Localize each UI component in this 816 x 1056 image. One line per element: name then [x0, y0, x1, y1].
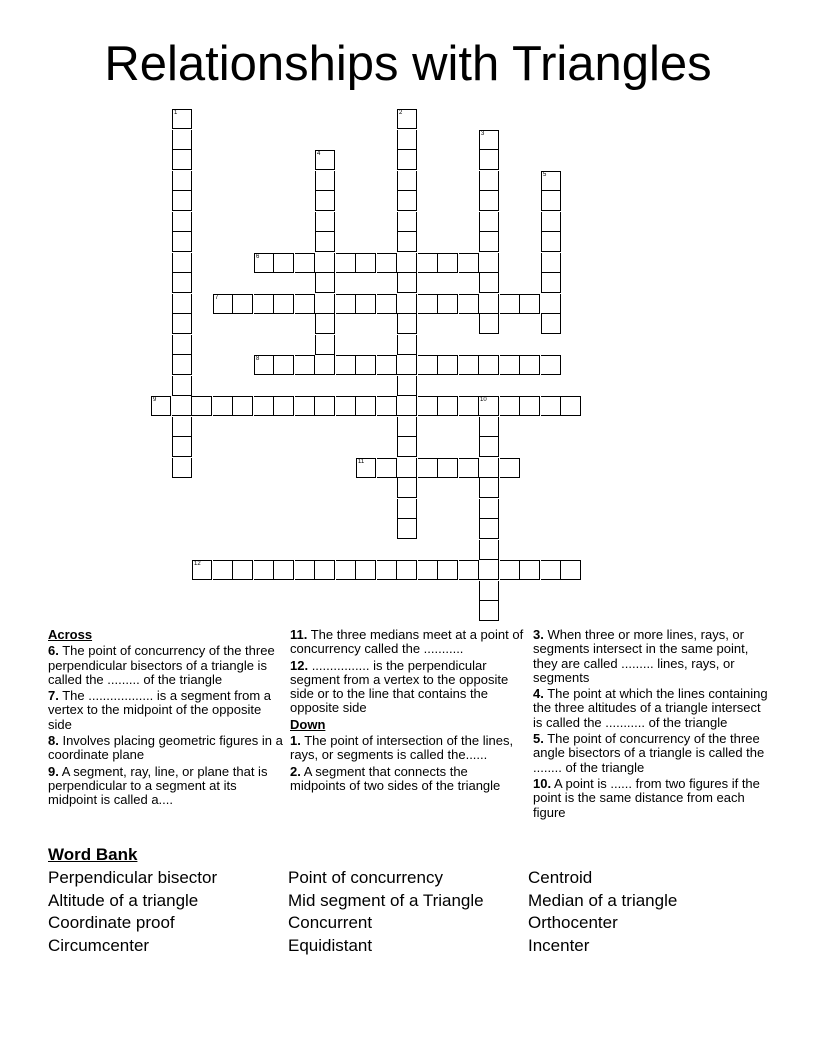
crossword-cell[interactable]: [459, 253, 479, 273]
crossword-cell[interactable]: [520, 396, 540, 416]
crossword-cell[interactable]: [418, 253, 438, 273]
clue-number: 12: [194, 561, 201, 567]
clue-across-11: 11. The three medians meet at a point of concurrency called the ...........: [290, 627, 524, 657]
crossword-cell[interactable]: [397, 130, 417, 150]
crossword-cell[interactable]: [397, 294, 417, 314]
crossword-cell[interactable]: [315, 294, 335, 314]
crossword-cell[interactable]: [438, 253, 458, 273]
crossword-cell[interactable]: [295, 560, 315, 580]
clue-number: 3: [481, 131, 485, 137]
word-bank-item: Coordinate proof: [48, 913, 175, 933]
word-bank-item: Orthocenter: [528, 913, 618, 933]
crossword-cell[interactable]: [377, 560, 397, 580]
crossword-cell[interactable]: [213, 560, 233, 580]
crossword-cell[interactable]: [315, 171, 335, 191]
crossword-cell[interactable]: [541, 232, 561, 252]
crossword-cell[interactable]: [541, 355, 561, 375]
crossword-cell[interactable]: [315, 253, 335, 273]
word-bank-column-2: [288, 867, 484, 958]
clue-down-5: 5. The point of concurrency of the three angle bisectors of a triangle is called the ........ of the triangle: [533, 731, 765, 775]
crossword-cell[interactable]: [151, 396, 171, 416]
crossword-cell[interactable]: [315, 355, 335, 375]
clue-across-8: 8. Involves placing geometric figures in a coordinate plane: [48, 733, 283, 763]
clue-down-2: 2. A segment that connects the midpoints of two sides of the triangle: [290, 763, 501, 793]
crossword-cell[interactable]: [315, 273, 335, 293]
crossword-cell[interactable]: [397, 191, 417, 211]
crossword-cell[interactable]: [479, 191, 499, 211]
crossword-cell[interactable]: [254, 560, 274, 580]
crossword-cell[interactable]: [172, 150, 192, 170]
crossword-cell[interactable]: [479, 212, 499, 232]
crossword-cell[interactable]: [172, 458, 192, 478]
crossword-cell[interactable]: [356, 396, 376, 416]
crossword-cell[interactable]: [377, 458, 397, 478]
page-title: Relationships with Triangles: [104, 37, 712, 91]
word-bank-item: Equidistant: [288, 936, 373, 956]
crossword-cell[interactable]: [459, 294, 479, 314]
crossword-cell[interactable]: [233, 560, 253, 580]
crossword-cell[interactable]: [479, 519, 499, 539]
crossword-cell[interactable]: [479, 437, 499, 457]
crossword-cell[interactable]: [397, 273, 417, 293]
crossword-cell[interactable]: [397, 253, 417, 273]
clue-number: 7: [215, 295, 219, 301]
crossword-cell[interactable]: [459, 458, 479, 478]
word-bank-item: Centroid: [528, 868, 593, 887]
crossword-cell[interactable]: [397, 232, 417, 252]
crossword-cell[interactable]: [397, 335, 417, 355]
word-bank-title: Word Bank: [48, 845, 138, 864]
crossword-cell[interactable]: [418, 560, 438, 580]
crossword-cell[interactable]: [172, 212, 192, 232]
crossword-cell[interactable]: [479, 232, 499, 252]
crossword-cell[interactable]: [336, 355, 356, 375]
crossword-cell[interactable]: [479, 560, 499, 580]
crossword-cell[interactable]: [397, 499, 417, 519]
clue-number: 4: [317, 151, 321, 157]
crossword-cell[interactable]: [520, 560, 540, 580]
crossword-cell[interactable]: [315, 191, 335, 211]
crossword-cell[interactable]: [541, 212, 561, 232]
crossword-cell[interactable]: [315, 560, 335, 580]
crossword-cell[interactable]: [397, 478, 417, 498]
crossword-cell[interactable]: [479, 273, 499, 293]
crossword-cell[interactable]: [377, 396, 397, 416]
crossword-cell[interactable]: [479, 171, 499, 191]
word-bank-item: Perpendicular bisector: [48, 868, 218, 887]
clues-column-1: [48, 628, 284, 810]
clue-down-10: 10. A point is ...... from two figures if the point is the same distance from each figure: [533, 775, 760, 820]
clue-number: 9: [153, 397, 157, 403]
crossword-cell[interactable]: [274, 294, 294, 314]
crossword-cell[interactable]: [479, 458, 499, 478]
crossword-cell[interactable]: [397, 519, 417, 539]
clues-column-2: [290, 628, 526, 795]
crossword-cell[interactable]: [479, 150, 499, 170]
crossword-cell[interactable]: [541, 191, 561, 211]
crossword-cell[interactable]: [377, 294, 397, 314]
clue-number: 10: [480, 397, 487, 403]
crossword-cell[interactable]: [397, 376, 417, 396]
crossword-cell[interactable]: [397, 171, 417, 191]
crossword-cell[interactable]: [254, 294, 274, 314]
clue-number: 1: [174, 110, 178, 116]
crossword-cell[interactable]: [315, 212, 335, 232]
clue-number: 8: [256, 356, 260, 362]
across-heading: Across: [48, 627, 93, 642]
clue-number: 5: [543, 172, 547, 178]
crossword-cell[interactable]: [274, 560, 294, 580]
crossword-cell[interactable]: [356, 560, 376, 580]
crossword-cell[interactable]: [254, 355, 274, 375]
word-bank-item: Mid segment of a Triangle: [288, 890, 484, 910]
clue-down-1: 1. The point of intersection of the lines, rays, or segments is called the......: [290, 733, 514, 763]
clue-across-12: 12. ................ is the perpendicular segment from a vertex to the opposite side or to the line that contains the opposite side: [290, 657, 509, 716]
crossword-cell[interactable]: [438, 458, 458, 478]
crossword-cell[interactable]: [479, 417, 499, 437]
crossword-cell[interactable]: [479, 601, 499, 621]
clue-across-9: 9. A segment, ray, line, or plane that is perpendicular to a segment at its midpoint is called a....: [48, 763, 268, 808]
clue-across-7: 7. The .................. is a segment from a vertex to the midpoint of the opposite side: [48, 688, 272, 732]
crossword-cell[interactable]: [233, 294, 253, 314]
down-heading: Down: [290, 716, 326, 732]
crossword-cell[interactable]: [459, 396, 479, 416]
crossword-cell[interactable]: [438, 560, 458, 580]
crossword-cell[interactable]: [315, 314, 335, 334]
crossword-cell[interactable]: [315, 232, 335, 252]
crossword-cell[interactable]: [336, 396, 356, 416]
crossword-cell[interactable]: [418, 355, 438, 375]
word-bank-column-1: [48, 867, 217, 958]
crossword-cell[interactable]: [397, 314, 417, 334]
word-bank-item: Incenter: [528, 936, 590, 956]
crossword-cell[interactable]: [500, 560, 520, 580]
crossword-cell[interactable]: [356, 294, 376, 314]
crossword-cell[interactable]: [397, 437, 417, 457]
crossword-cell[interactable]: [479, 355, 499, 375]
crossword-cell[interactable]: [295, 294, 315, 314]
crossword-cell[interactable]: [172, 191, 192, 211]
crossword-cell[interactable]: [479, 253, 499, 273]
crossword-cell[interactable]: [520, 355, 540, 375]
crossword-cell[interactable]: [172, 294, 192, 314]
crossword-cell[interactable]: [213, 396, 233, 416]
crossword-cell[interactable]: [315, 396, 335, 416]
crossword-cell[interactable]: [479, 130, 499, 150]
crossword-cell[interactable]: [561, 396, 581, 416]
crossword-cell[interactable]: [356, 253, 376, 273]
crossword-cell[interactable]: [192, 396, 212, 416]
crossword-cell[interactable]: [397, 417, 417, 437]
crossword-cell[interactable]: [397, 212, 417, 232]
clue-down-3: 3. When three or more lines, rays, or segments intersect in the same point, they are called ......... lines, rays, or segments: [533, 627, 749, 685]
crossword-cell[interactable]: [500, 355, 520, 375]
crossword-cell[interactable]: [397, 109, 417, 129]
crossword-cell[interactable]: [459, 560, 479, 580]
crossword-cell[interactable]: [172, 376, 192, 396]
crossword-cell[interactable]: [459, 355, 479, 375]
crossword-cell[interactable]: [356, 355, 376, 375]
clue-number: 11: [358, 459, 365, 465]
word-bank-item: Circumcenter: [48, 936, 150, 956]
clues-column-3: [533, 628, 769, 822]
crossword-cell[interactable]: [377, 253, 397, 273]
crossword-cell[interactable]: [479, 499, 499, 519]
crossword-cell[interactable]: [438, 396, 458, 416]
crossword-cell[interactable]: [438, 294, 458, 314]
crossword-cell[interactable]: [500, 458, 520, 478]
crossword-cell[interactable]: [479, 294, 499, 314]
crossword-cell[interactable]: [254, 253, 274, 273]
crossword-cell[interactable]: [172, 314, 192, 334]
crossword-cell[interactable]: [274, 355, 294, 375]
crossword-cell[interactable]: [295, 396, 315, 416]
crossword-cell[interactable]: [336, 560, 356, 580]
crossword-cell[interactable]: [172, 232, 192, 252]
crossword-cell[interactable]: [479, 581, 499, 601]
crossword-cell[interactable]: [172, 109, 192, 129]
word-bank-item: Concurrent: [288, 913, 373, 933]
crossword-cell[interactable]: [397, 458, 417, 478]
crossword-cell[interactable]: [397, 396, 417, 416]
crossword-cell[interactable]: [172, 355, 192, 375]
crossword-cell[interactable]: [520, 294, 540, 314]
crossword-cell[interactable]: [541, 560, 561, 580]
word-bank-item: Point of concurrency: [288, 868, 443, 887]
crossword-cell[interactable]: [541, 396, 561, 416]
crossword-cell[interactable]: [315, 150, 335, 170]
crossword-cell[interactable]: [500, 396, 520, 416]
crossword-cell[interactable]: [541, 253, 561, 273]
crossword-cell[interactable]: [418, 396, 438, 416]
crossword-cell[interactable]: [500, 294, 520, 314]
crossword-cell[interactable]: [192, 560, 212, 580]
crossword-cell[interactable]: [479, 314, 499, 334]
word-bank-item: Altitude of a triangle: [48, 890, 199, 910]
crossword-cell[interactable]: [172, 130, 192, 150]
crossword-cell[interactable]: [254, 396, 274, 416]
crossword-cell[interactable]: [377, 355, 397, 375]
crossword-cell[interactable]: [418, 458, 438, 478]
crossword-cell[interactable]: [397, 150, 417, 170]
crossword-cell[interactable]: [541, 273, 561, 293]
crossword-cell[interactable]: [397, 355, 417, 375]
crossword-cell[interactable]: [172, 171, 192, 191]
crossword-cell[interactable]: [479, 396, 499, 416]
crossword-cell[interactable]: [172, 396, 192, 416]
clue-number: 2: [399, 110, 403, 116]
clue-down-4: 4. The point at which the lines containing the three altitudes of a triangle intersect is called the ........... of the triangle: [533, 686, 768, 730]
crossword-cell[interactable]: [172, 437, 192, 457]
crossword-cell[interactable]: [418, 294, 438, 314]
crossword-cell[interactable]: [541, 314, 561, 334]
crossword-cell[interactable]: [397, 560, 417, 580]
crossword-cell[interactable]: [479, 478, 499, 498]
crossword-cell[interactable]: [438, 355, 458, 375]
crossword-cell[interactable]: [336, 253, 356, 273]
crossword-cell[interactable]: [541, 171, 561, 191]
word-bank-item: Median of a triangle: [528, 890, 678, 910]
clue-across-6: 6. The point of concurrency of the three perpendicular bisectors of a triangle is called the ......... of the triangle: [48, 643, 275, 687]
crossword-cell[interactable]: [479, 540, 499, 560]
crossword-cell[interactable]: [274, 396, 294, 416]
crossword-cell[interactable]: [315, 335, 335, 355]
crossword-cell[interactable]: [561, 560, 581, 580]
crossword-cell[interactable]: [172, 417, 192, 437]
crossword-cell[interactable]: [213, 294, 233, 314]
crossword-cell[interactable]: [295, 355, 315, 375]
crossword-cell[interactable]: [274, 253, 294, 273]
crossword-cell[interactable]: [172, 335, 192, 355]
word-bank-column-3: [528, 867, 677, 958]
crossword-cell[interactable]: [295, 253, 315, 273]
crossword-cell[interactable]: [336, 294, 356, 314]
clue-number: 6: [256, 254, 260, 260]
crossword-cell[interactable]: [172, 253, 192, 273]
crossword-cell[interactable]: [541, 294, 561, 314]
crossword-cell[interactable]: [233, 396, 253, 416]
crossword-cell[interactable]: [172, 273, 192, 293]
crossword-cell[interactable]: [356, 458, 376, 478]
